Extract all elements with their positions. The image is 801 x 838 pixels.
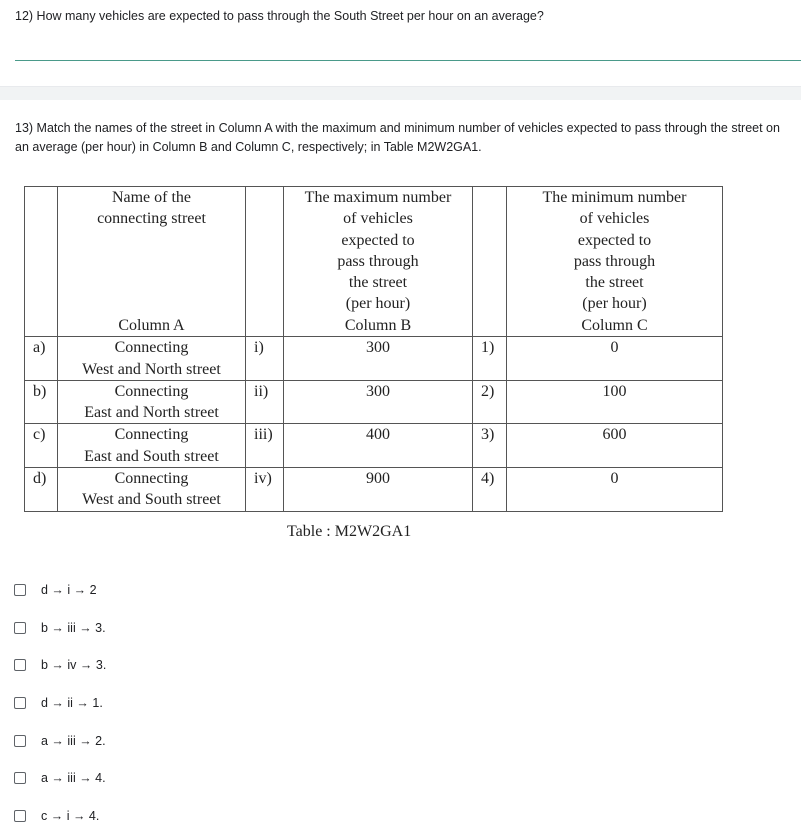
checkbox[interactable] [14, 735, 26, 747]
table-caption: Table : M2W2GA1 [287, 523, 412, 540]
row-number: 1) [473, 337, 507, 381]
question-separator [0, 86, 801, 100]
row-max: 300 [284, 337, 473, 381]
row-max: 400 [284, 424, 473, 468]
row-min: 0 [507, 337, 723, 381]
match-table [24, 186, 723, 512]
row-roman: iv) [246, 468, 284, 512]
row-street: Connecting West and North street [58, 337, 246, 381]
option-7[interactable] [14, 806, 99, 826]
answer-input-underline[interactable] [15, 60, 801, 61]
option-label: b → iv → 3. [41, 658, 107, 672]
option-label: c → i → 4. [41, 809, 100, 823]
row-street: Connecting East and North street [58, 380, 246, 424]
option-4[interactable] [14, 693, 103, 713]
table-row [25, 468, 723, 512]
row-min: 100 [507, 380, 723, 424]
row-street: Connecting West and South street [58, 468, 246, 512]
checkbox[interactable] [14, 697, 26, 709]
option-6[interactable] [14, 768, 106, 788]
row-letter: c) [25, 424, 58, 468]
row-min: 0 [507, 468, 723, 512]
checkbox[interactable] [14, 659, 26, 671]
option-label: b → iii → 3. [41, 621, 106, 635]
checkbox[interactable] [14, 622, 26, 634]
column-a-label: Column A [58, 315, 246, 337]
option-label: a → iii → 4. [41, 771, 106, 785]
row-letter: d) [25, 468, 58, 512]
header-column-a: Name of the connecting street [58, 187, 246, 316]
question-13-text: 13) Match the names of the street in Column A with the maximum and minimum number of vehicles expected to pass through the street on an average (per hour) in Column B and Column C, respectively; in Table M2W2GA1. [15, 121, 780, 154]
row-number: 3) [473, 424, 507, 468]
checkbox[interactable] [14, 772, 26, 784]
table-row [25, 380, 723, 424]
row-roman: ii) [246, 380, 284, 424]
row-number: 4) [473, 468, 507, 512]
column-b-label: Column B [284, 315, 473, 337]
header-column-c: The minimum number of vehicles expected to pass through the street (per hour) [507, 187, 723, 316]
row-number: 2) [473, 380, 507, 424]
option-2[interactable] [14, 618, 106, 638]
table-row [25, 424, 723, 468]
row-max: 900 [284, 468, 473, 512]
table-row [25, 337, 723, 381]
question-12-text: 12) How many vehicles are expected to pass through the South Street per hour on an average? [15, 9, 544, 23]
checkbox[interactable] [14, 584, 26, 596]
column-c-label: Column C [507, 315, 723, 337]
row-max: 300 [284, 380, 473, 424]
row-roman: i) [246, 337, 284, 381]
option-label: a → iii → 2. [41, 734, 106, 748]
option-label: d → ii → 1. [41, 696, 103, 710]
header-column-b: The maximum number of vehicles expected to pass through the street (per hour) [284, 187, 473, 316]
option-5[interactable] [14, 731, 106, 751]
row-street: Connecting East and South street [58, 424, 246, 468]
row-min: 600 [507, 424, 723, 468]
row-roman: iii) [246, 424, 284, 468]
option-1[interactable] [14, 580, 97, 600]
row-letter: b) [25, 380, 58, 424]
row-letter: a) [25, 337, 58, 381]
option-3[interactable] [14, 655, 106, 675]
option-label: d → i → 2 [41, 583, 97, 597]
checkbox[interactable] [14, 810, 26, 822]
